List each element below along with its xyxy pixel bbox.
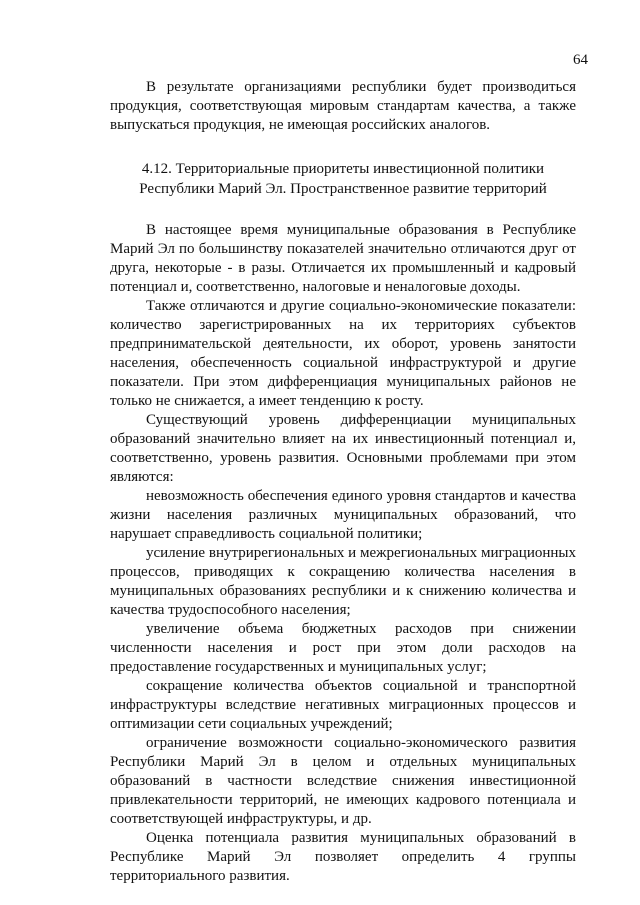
problem-list-item: увеличение объема бюджетных расходов при снижении численности населения и рост при этом доли расходов на предоставление государственных и муниципальных услуг;	[110, 621, 576, 675]
section-heading-line-1: 4.12. Территориальные приоритеты инвестиционной политики	[141, 161, 545, 177]
intro-paragraph: В результате организациями республики будет производиться продукция, соответствующая мировым стандартам качества, а также выпускаться продукция, не имеющая российских аналогов.	[110, 79, 576, 133]
paragraph: В настоящее время муниципальные образования в Республике Марий Эл по большинству показателей значительно отличаются друг от друга, некоторые - в разы. Отличается их промышленный и кадровый потенциал и, соответственно, налоговые и неналоговые доходы.	[110, 222, 576, 295]
paragraph: Существующий уровень дифференциации муниципальных образований значительно влияет на их инвестиционный потенциал и, соответственно, уровень развития. Основными проблемами при этом являются:	[110, 412, 576, 485]
problem-list-item: сокращение количества объектов социальной и транспортной инфраструктуры вследствие негативных миграционных процессов и оптимизации сети социальных учреждений;	[110, 678, 576, 732]
paragraph: Оценка потенциала развития муниципальных образований в Республике Марий Эл позволяет определить 4 группы территориального развития.	[110, 830, 576, 884]
paragraph: Также отличаются и другие социально-экономические показатели: количество зарегистрированных на их территориях субъектов предпринимательской деятельности, их оборот, уровень занятости населения, обеспеченность социальной инфраструктурой и другие показатели. При этом дифференциация муниципальных районов не только не снижается, а имеет тенденцию к росту.	[110, 298, 576, 409]
page-number: 64	[573, 52, 588, 68]
problem-list-item: ограничение возможности социально-экономического развития Республики Марий Эл в целом и отдельных муниципальных образований в частности вследствие снижения инвестиционной привлекательности территорий, не имеющих кадрового потенциала и соответствующей инфраструктуры, и др.	[110, 735, 576, 827]
section-heading-line-2: Республики Марий Эл. Пространственное развитие территорий	[139, 181, 547, 197]
problem-list-item: невозможность обеспечения единого уровня стандартов и качества жизни населения различных муниципальных образований, что нарушает справедливость социальной политики;	[110, 488, 576, 542]
problem-list-item: усиление внутрирегиональных и межрегиональных миграционных процессов, приводящих к сокращению количества населения в муниципальных образованиях республики и к снижению количества и качества трудоспособного населения;	[110, 545, 576, 618]
section-heading	[110, 159, 576, 199]
document-body	[110, 78, 576, 886]
